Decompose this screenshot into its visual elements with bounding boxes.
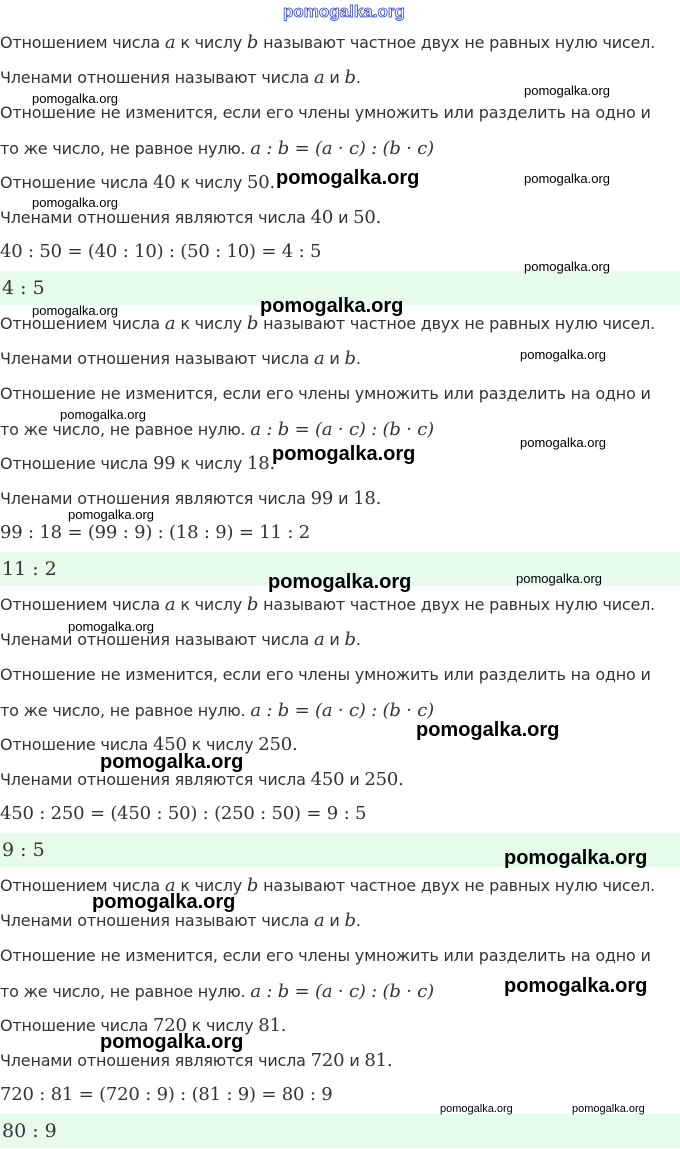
- equation: 40 : 50 = (40 : 10) : (50 : 10) = 4 : 5: [0, 241, 322, 262]
- property-formula-line: то же число, не равное нулю. a : b = (a · c) : (b · c): [0, 419, 434, 440]
- site-header-watermark: pomogalka.org: [283, 2, 405, 21]
- ratio-terms: Членами отношения являются числа 450 и 250.: [0, 769, 404, 790]
- terms-definition-line: Членами отношения называют числа a и b.: [0, 67, 361, 88]
- equation: 720 : 81 = (720 : 9) : (81 : 9) = 80 : 9: [0, 1084, 333, 1105]
- answer-value: 11 : 2: [2, 558, 57, 580]
- property-formula-line: то же число, не равное нулю. a : b = (a · c) : (b · c): [0, 138, 434, 159]
- watermark: pomogalka.org: [440, 1103, 513, 1115]
- watermark: pomogalka.org: [416, 719, 560, 741]
- answer-value: 4 : 5: [2, 277, 45, 299]
- watermark: pomogalka.org: [100, 751, 244, 773]
- watermark: pomogalka.org: [276, 167, 420, 189]
- watermark: pomogalka.org: [516, 571, 602, 586]
- watermark: pomogalka.org: [524, 83, 610, 98]
- property-formula-line: то же число, не равное нулю. a : b = (a · c) : (b · c): [0, 981, 434, 1002]
- ratio-terms: Членами отношения являются числа 99 и 18.: [0, 488, 382, 509]
- ratio-statement: Отношение числа 450 к числу 250.: [0, 734, 298, 755]
- equation: 99 : 18 = (99 : 9) : (18 : 9) = 11 : 2: [0, 522, 310, 543]
- watermark: pomogalka.org: [520, 435, 606, 450]
- answer-value: 9 : 5: [2, 839, 45, 861]
- ratio-statement: Отношение числа 99 к числу 18.: [0, 453, 276, 474]
- property-line: Отношение не изменится, если его члены умножить или разделить на одно и: [0, 665, 651, 684]
- watermark: pomogalka.org: [520, 347, 606, 362]
- watermark: pomogalka.org: [572, 1103, 645, 1115]
- answer-value: 80 : 9: [2, 1120, 57, 1142]
- ratio-terms: Членами отношения являются числа 720 и 81.: [0, 1050, 393, 1071]
- watermark: pomogalka.org: [68, 507, 154, 522]
- watermark: pomogalka.org: [268, 571, 412, 593]
- watermark: pomogalka.org: [92, 891, 236, 913]
- definition-line: Отношением числа a к числу b называют частное двух не равных нулю чисел.: [0, 313, 656, 334]
- watermark: pomogalka.org: [68, 619, 154, 634]
- watermark: pomogalka.org: [32, 303, 118, 318]
- ratio-statement: Отношение числа 720 к числу 81.: [0, 1015, 287, 1036]
- watermark: pomogalka.org: [504, 847, 648, 869]
- property-formula-line: то же число, не равное нулю. a : b = (a · c) : (b · c): [0, 700, 434, 721]
- definition-line: Отношением числа a к числу b называют частное двух не равных нулю чисел.: [0, 875, 656, 896]
- watermark: pomogalka.org: [504, 975, 648, 997]
- definition-line: Отношением числа a к числу b называют частное двух не равных нулю чисел.: [0, 32, 656, 53]
- watermark: pomogalka.org: [260, 295, 404, 317]
- terms-definition-line: Членами отношения называют числа a и b.: [0, 348, 361, 369]
- watermark: pomogalka.org: [100, 1031, 244, 1053]
- definition-line: Отношением числа a к числу b называют частное двух не равных нулю чисел.: [0, 594, 656, 615]
- answer-box: [0, 1114, 680, 1148]
- property-line: Отношение не изменится, если его члены умножить или разделить на одно и: [0, 103, 651, 122]
- watermark: pomogalka.org: [524, 171, 610, 186]
- watermark: pomogalka.org: [60, 407, 146, 422]
- property-line: Отношение не изменится, если его члены умножить или разделить на одно и: [0, 946, 651, 965]
- terms-definition-line: Членами отношения называют числа a и b.: [0, 629, 361, 650]
- property-line: Отношение не изменится, если его члены умножить или разделить на одно и: [0, 384, 651, 403]
- ratio-statement: Отношение числа 40 к числу 50.: [0, 172, 276, 193]
- watermark: pomogalka.org: [32, 195, 118, 210]
- watermark: pomogalka.org: [524, 259, 610, 274]
- ratio-terms: Членами отношения являются числа 40 и 50.: [0, 207, 382, 228]
- watermark: pomogalka.org: [32, 91, 118, 106]
- equation: 450 : 250 = (450 : 50) : (250 : 50) = 9 : 5: [0, 803, 367, 824]
- watermark: pomogalka.org: [272, 443, 416, 465]
- terms-definition-line: Членами отношения называют числа a и b.: [0, 910, 361, 931]
